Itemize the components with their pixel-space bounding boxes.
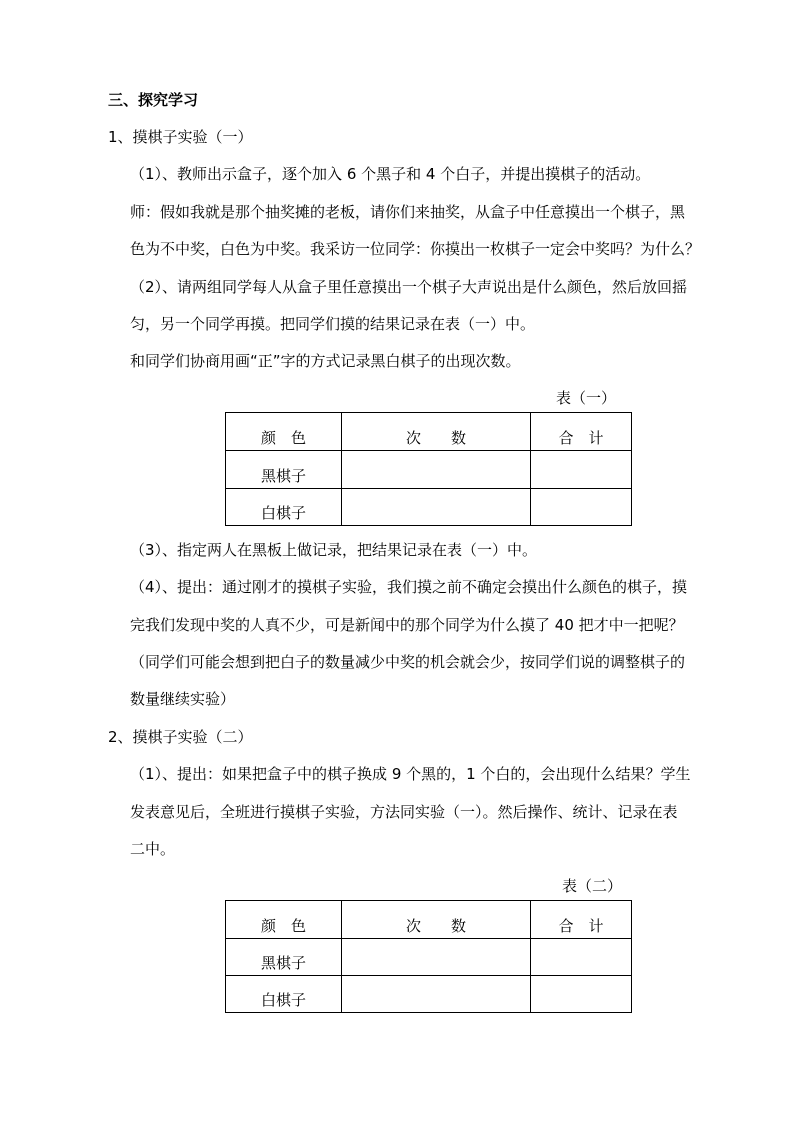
- table-1: [225, 412, 632, 526]
- exp1-paragraph-2-line-1: 师：假如我就是那个抽奖摊的老板，请你们来抽奖，从盒子中任意摸出一个棋子，黑: [130, 203, 686, 221]
- exp1-paragraph-3-line-1: （2）、请两组同学每人从盒子里任意摸出一个棋子大声说出是什么颜色，然后放回摇: [130, 278, 688, 296]
- table-1-cell-black-count: [342, 451, 531, 489]
- table-row: [226, 939, 632, 976]
- table-1-caption: 表（一）: [556, 389, 617, 407]
- exp1-paragraph-4: 和同学们协商用画“正”字的方式记录黑白棋子的出现次数。: [130, 352, 521, 370]
- table-2-header-color: 颜 色: [226, 901, 342, 939]
- table-1-cell-white-count: [342, 489, 531, 526]
- table-2-cell-white-count: [342, 976, 531, 1013]
- table-1-header-total: 合 计: [531, 413, 632, 451]
- table-1-cell-white-total: [531, 489, 632, 526]
- table-1-header-count: 次 数: [342, 413, 531, 451]
- table-row: [226, 451, 632, 489]
- exp1-heading: 1、摸棋子实验（一）: [108, 128, 253, 146]
- table-row: [226, 489, 632, 526]
- exp1-paragraph-5: （3）、指定两人在黑板上做记录，把结果记录在表（一）中。: [130, 541, 538, 559]
- table-1-cell-black-total: [531, 451, 632, 489]
- exp2-paragraph-1-line-2: 发表意见后，全班进行摸棋子实验，方法同实验（一）。然后操作、统计、记录在表: [130, 803, 678, 821]
- table-1-header-color: 颜 色: [226, 413, 342, 451]
- table-1-cell-black-label: 黑棋子: [226, 451, 342, 489]
- exp1-paragraph-6-line-1: （4）、提出：通过刚才的摸棋子实验，我们摸之前不确定会摸出什么颜色的棋子，摸: [130, 578, 688, 596]
- exp1-paragraph-6-line-2: 完我们发现中奖的人真不少，可是新闻中的那个同学为什么摸了 40 把才中一把呢？: [130, 616, 684, 634]
- table-2-cell-black-total: [531, 939, 632, 976]
- exp2-heading: 2、摸棋子实验（二）: [108, 728, 253, 746]
- table-2: [225, 900, 632, 1013]
- table-2-cell-black-label: 黑棋子: [226, 939, 342, 976]
- exp2-paragraph-1-line-3: 二中。: [130, 840, 176, 858]
- table-2-cell-white-total: [531, 976, 632, 1013]
- exp1-paragraph-2-line-2: 色为不中奖，白色为中奖。我采访一位同学：你摸出一枚棋子一定会中奖吗？为什么？: [130, 240, 701, 258]
- table-row: [226, 976, 632, 1013]
- section-title: 三、探究学习: [108, 91, 199, 109]
- exp2-paragraph-1-line-1: （1）、提出：如果把盒子中的棋子换成 9 个黑的，1 个白的，会出现什么结果？学生: [130, 765, 691, 783]
- table-2-cell-black-count: [342, 939, 531, 976]
- table-2-caption: 表（二）: [562, 877, 623, 895]
- exp1-paragraph-6-line-4: 数量继续实验）: [130, 690, 236, 708]
- exp1-paragraph-6-line-3: （同学们可能会想到把白子的数量减少中奖的机会就会少，按同学们说的调整棋子的: [130, 653, 686, 671]
- table-2-header-count: 次 数: [342, 901, 531, 939]
- table-2-header-total: 合 计: [531, 901, 632, 939]
- table-2-cell-white-label: 白棋子: [226, 976, 342, 1013]
- exp1-paragraph-3-line-2: 匀，另一个同学再摸。把同学们摸的结果记录在表（一）中。: [130, 315, 536, 333]
- table-1-cell-white-label: 白棋子: [226, 489, 342, 526]
- exp1-paragraph-1: （1）、教师出示盒子，逐个加入 6 个黑子和 4 个白子，并提出摸棋子的活动。: [130, 165, 651, 183]
